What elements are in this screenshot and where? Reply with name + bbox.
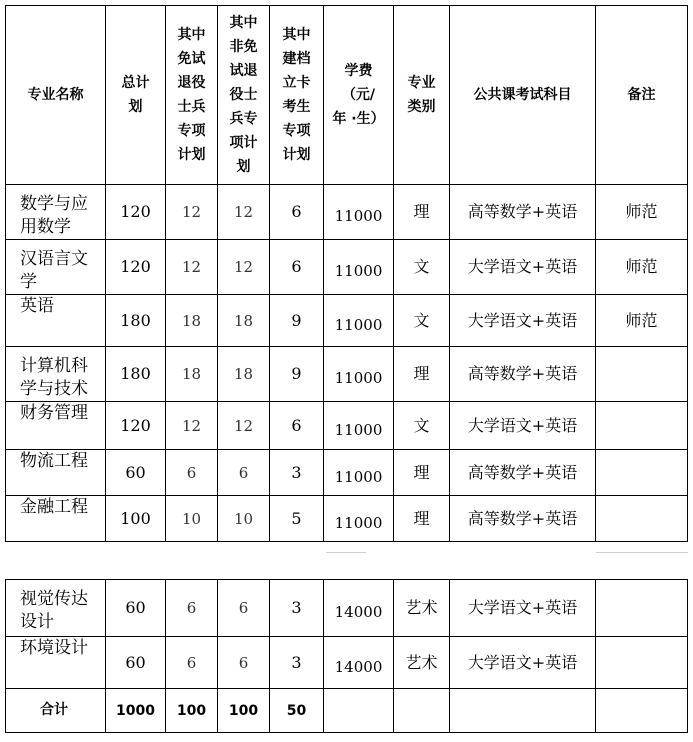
table-row bbox=[6, 295, 688, 347]
total-poverty: 50 bbox=[270, 689, 324, 733]
cell-note: 师范 bbox=[596, 240, 688, 295]
cell-nonexempt: 12 bbox=[218, 402, 270, 450]
cell-poverty: 6 bbox=[270, 185, 324, 240]
cell-fee: 14000 bbox=[324, 580, 394, 637]
header-category: 专业 类别 bbox=[394, 6, 450, 185]
cell-note bbox=[596, 347, 688, 402]
table-row bbox=[6, 402, 688, 450]
cell-name: 英语 bbox=[6, 295, 106, 347]
cell-note: 师范 bbox=[596, 295, 688, 347]
total-exempt: 100 bbox=[166, 689, 218, 733]
cell-exempt: 12 bbox=[166, 240, 218, 295]
cell-exempt: 6 bbox=[166, 450, 218, 496]
header-total: 总计 划 bbox=[106, 6, 166, 185]
cell-name: 金融工程 bbox=[6, 496, 106, 542]
cell-nonexempt: 18 bbox=[218, 347, 270, 402]
cell-subjects: 高等数学+英语 bbox=[450, 496, 596, 542]
cell-total: 180 bbox=[106, 347, 166, 402]
cell-total: 60 bbox=[106, 637, 166, 689]
cell-note bbox=[596, 637, 688, 689]
enrollment-table-continued bbox=[5, 579, 688, 733]
cell-poverty: 5 bbox=[270, 496, 324, 542]
cell-name: 财务管理 bbox=[6, 402, 106, 450]
total-row bbox=[6, 689, 688, 733]
cell-name: 环境设计 bbox=[6, 637, 106, 689]
cell-category: 文 bbox=[394, 402, 450, 450]
cell-exempt: 10 bbox=[166, 496, 218, 542]
header-row bbox=[6, 6, 688, 185]
cell-total: 120 bbox=[106, 185, 166, 240]
cell-fee: 14000 bbox=[324, 637, 394, 689]
cell-poverty: 3 bbox=[270, 637, 324, 689]
cell-nonexempt: 6 bbox=[218, 580, 270, 637]
cell-poverty: 3 bbox=[270, 450, 324, 496]
cell-exempt: 12 bbox=[166, 185, 218, 240]
cell-poverty: 9 bbox=[270, 347, 324, 402]
total-category bbox=[394, 689, 450, 733]
cell-subjects: 高等数学+英语 bbox=[450, 450, 596, 496]
cell-poverty: 6 bbox=[270, 240, 324, 295]
cell-fee: 11000 bbox=[324, 402, 394, 450]
table-row bbox=[6, 637, 688, 689]
cell-fee: 11000 bbox=[324, 295, 394, 347]
cell-subjects: 大学语文+英语 bbox=[450, 240, 596, 295]
cell-poverty: 9 bbox=[270, 295, 324, 347]
cell-total: 120 bbox=[106, 240, 166, 295]
cell-poverty: 3 bbox=[270, 580, 324, 637]
cell-nonexempt: 12 bbox=[218, 240, 270, 295]
page-break-line bbox=[596, 552, 688, 553]
cell-fee: 11000 bbox=[324, 450, 394, 496]
header-fee: 学费 （元/ 年 ·生） bbox=[324, 6, 394, 185]
table-row bbox=[6, 185, 688, 240]
header-nonexempt: 其中 非免 试退 役士 兵专 项计 划 bbox=[218, 6, 270, 185]
cell-subjects: 大学语文+英语 bbox=[450, 402, 596, 450]
cell-category: 艺术 bbox=[394, 580, 450, 637]
cell-exempt: 6 bbox=[166, 637, 218, 689]
cell-exempt: 6 bbox=[166, 580, 218, 637]
cell-total: 120 bbox=[106, 402, 166, 450]
total-note bbox=[596, 689, 688, 733]
cell-note bbox=[596, 402, 688, 450]
cell-nonexempt: 18 bbox=[218, 295, 270, 347]
total-fee bbox=[324, 689, 394, 733]
cell-note bbox=[596, 450, 688, 496]
cell-note: 师范 bbox=[596, 185, 688, 240]
total-name: 合计 bbox=[6, 689, 106, 733]
header-poverty: 其中 建档 立卡 考生 专项 计划 bbox=[270, 6, 324, 185]
cell-fee: 11000 bbox=[324, 496, 394, 542]
cell-exempt: 18 bbox=[166, 347, 218, 402]
cell-category: 理 bbox=[394, 450, 450, 496]
cell-category: 文 bbox=[394, 295, 450, 347]
cell-nonexempt: 6 bbox=[218, 637, 270, 689]
header-subjects: 公共课考试科目 bbox=[450, 6, 596, 185]
cell-name: 数学与应用数学 bbox=[6, 185, 106, 240]
cell-total: 60 bbox=[106, 450, 166, 496]
cell-subjects: 大学语文+英语 bbox=[450, 637, 596, 689]
cell-poverty: 6 bbox=[270, 402, 324, 450]
total-nonexempt: 100 bbox=[218, 689, 270, 733]
table-row bbox=[6, 347, 688, 402]
cell-subjects: 高等数学+英语 bbox=[450, 347, 596, 402]
cell-subjects: 大学语文+英语 bbox=[450, 295, 596, 347]
table-row bbox=[6, 450, 688, 496]
table-row bbox=[6, 496, 688, 542]
header-exempt: 其中 免试 退役 士兵 专项 计划 bbox=[166, 6, 218, 185]
cell-subjects: 高等数学+英语 bbox=[450, 185, 596, 240]
header-note: 备注 bbox=[596, 6, 688, 185]
cell-total: 100 bbox=[106, 496, 166, 542]
cell-fee: 11000 bbox=[324, 240, 394, 295]
cell-note bbox=[596, 580, 688, 637]
cell-nonexempt: 6 bbox=[218, 450, 270, 496]
cell-name: 物流工程 bbox=[6, 450, 106, 496]
cell-total: 180 bbox=[106, 295, 166, 347]
cell-note bbox=[596, 496, 688, 542]
table-row bbox=[6, 580, 688, 637]
page-break-line bbox=[326, 552, 366, 553]
cell-category: 理 bbox=[394, 496, 450, 542]
cell-subjects: 大学语文+英语 bbox=[450, 580, 596, 637]
cell-nonexempt: 12 bbox=[218, 185, 270, 240]
cell-name: 视觉传达设计 bbox=[6, 580, 106, 637]
header-name: 专业名称 bbox=[6, 6, 106, 185]
cell-category: 理 bbox=[394, 185, 450, 240]
table-row bbox=[6, 240, 688, 295]
enrollment-table bbox=[5, 5, 688, 542]
cell-fee: 11000 bbox=[324, 185, 394, 240]
cell-exempt: 18 bbox=[166, 295, 218, 347]
total-total: 1000 bbox=[106, 689, 166, 733]
total-subjects bbox=[450, 689, 596, 733]
cell-category: 理 bbox=[394, 347, 450, 402]
cell-total: 60 bbox=[106, 580, 166, 637]
cell-category: 文 bbox=[394, 240, 450, 295]
cell-name: 汉语言文学 bbox=[6, 240, 106, 295]
cell-nonexempt: 10 bbox=[218, 496, 270, 542]
cell-name: 计算机科学与技术 bbox=[6, 347, 106, 402]
cell-fee: 11000 bbox=[324, 347, 394, 402]
cell-exempt: 12 bbox=[166, 402, 218, 450]
cell-category: 艺术 bbox=[394, 637, 450, 689]
